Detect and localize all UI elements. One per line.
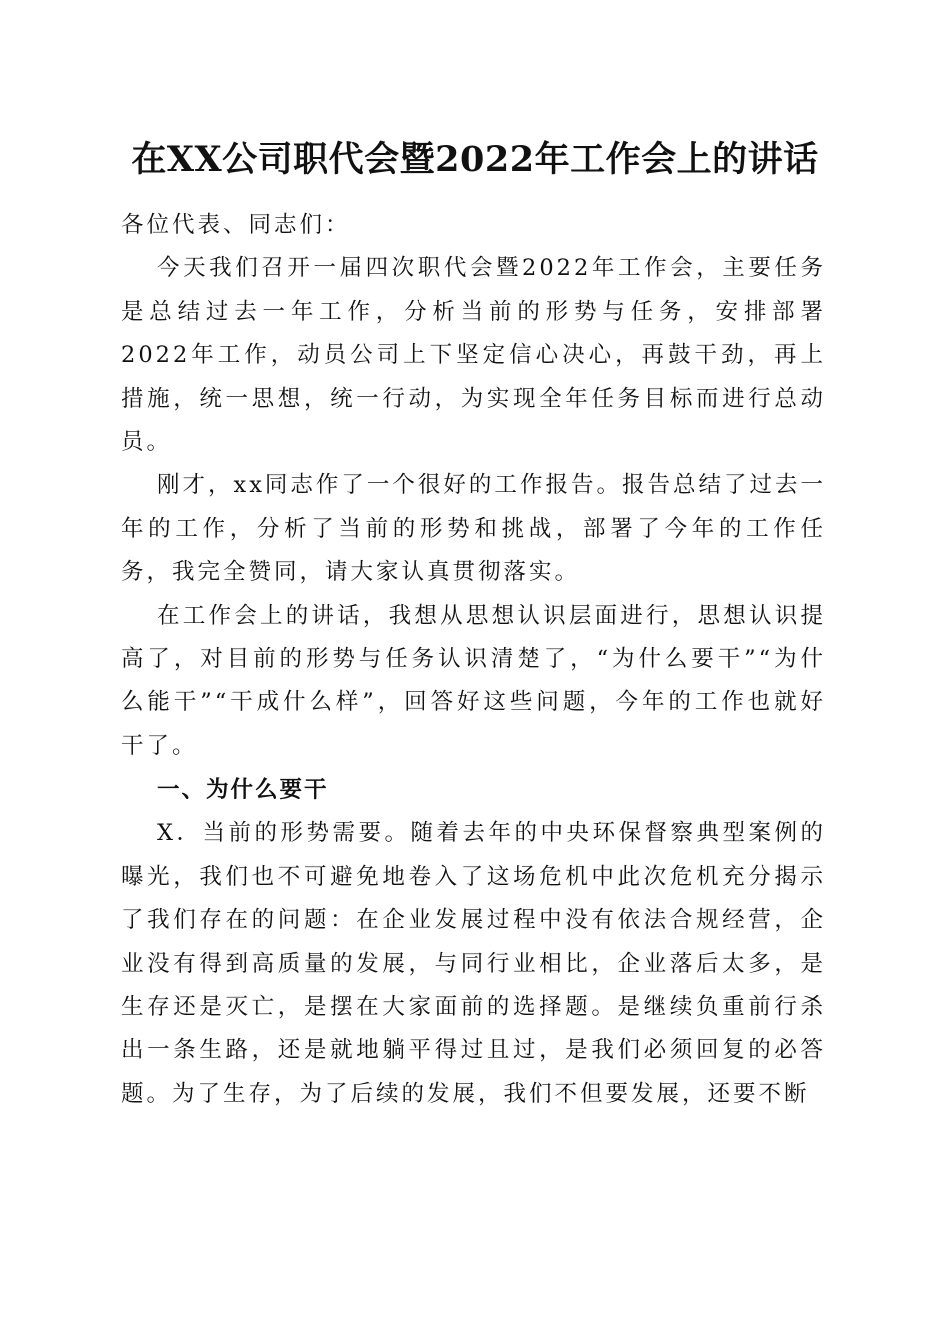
document-body: [121, 204, 826, 1116]
section-paragraph: X．当前的形势需要。随着去年的中央环保督察典型案例的曝光，我们也不可避免地卷入了这场危机中此次危机充分揭示了我们存在的问题：在企业发展过程中没有依法合规经营，企业没有得到高质量的发展，与同行业相比，企业落后太多，是生存还是灭亡，是摆在大家面前的选择题。是继续负重前行杀出一条生路，还是就地躺平得过且过，是我们必须回复的必答题。为了生存，为了后续的发展，我们不但要发展，还要不断: [121, 820, 826, 1107]
salutation: 各位代表、同志们：: [121, 212, 351, 238]
paragraph-opening: 今天我们召开一届四次职代会暨2022年工作会，主要任务是总结过去一年工作，分析当前的形势与任务，安排部署2022年工作，动员公司上下坚定信心决心，再鼓干劲，再上措施，统一思想，统一行动，为实现全年任务目标而进行总动员。: [121, 255, 826, 456]
paragraph-understanding: 在工作会上的讲话，我想从思想认识层面进行，思想认识提高了，对目前的形势与任务认识清楚了，“为什么要干”“为什么能干”“干成什么样”，回答好这些问题，今年的工作也就好干了。: [121, 602, 826, 759]
document-title: 在XX公司职代会暨2022年工作会上的讲话: [131, 139, 819, 180]
section-heading: 一、为什么要干: [157, 777, 329, 804]
paragraph-report: 刚才，xx同志作了一个很好的工作报告。报告总结了过去一年的工作，分析了当前的形势和挑战，部署了今年的工作任务，我完全赞同，请大家认真贯彻落实。: [121, 472, 826, 586]
